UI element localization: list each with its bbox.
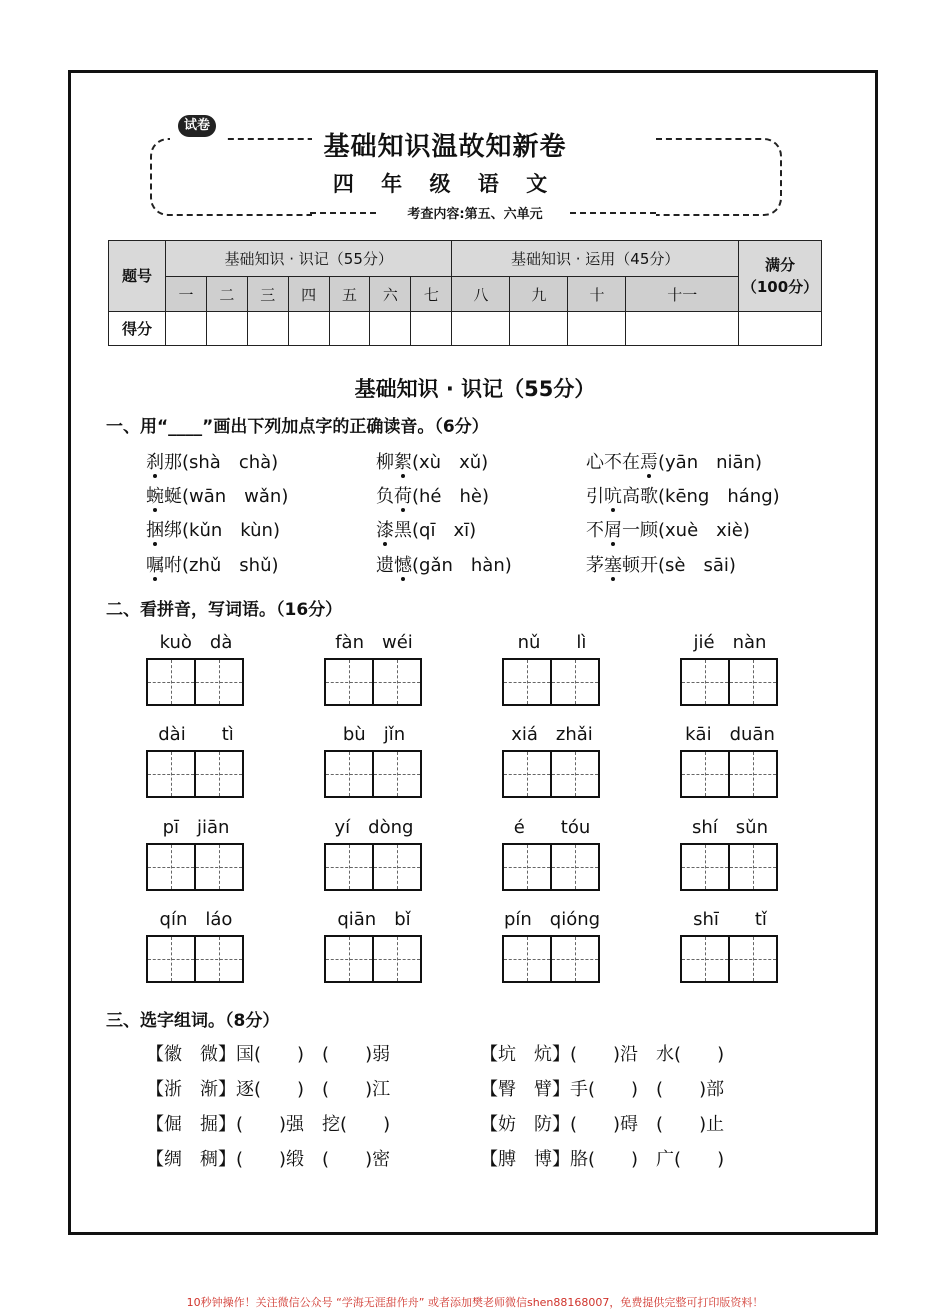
score-cell[interactable] [166,311,207,345]
q2-grid-cell[interactable] [148,937,194,981]
q3-item: 【坑 炕】( )沿 水( ) [480,1044,725,1065]
q2-grid-cell[interactable] [682,845,728,889]
q2-pinyin: shí sǔn [692,817,768,838]
col-3: 三 [247,277,288,311]
score-cell[interactable] [510,311,568,345]
score-cell[interactable] [247,311,288,345]
q1-item-dotted-char: 憾 [394,555,412,576]
q1-item [376,516,476,542]
q1-item-dotted-char: 屑 [604,520,622,541]
q3-item: 【浙 渐】逐( ) ( )江 [146,1079,391,1100]
score-table [108,240,822,346]
header-group-application: 基础知识 · 运用（45分） [452,241,739,277]
q1-item-prefix: 引 [586,486,604,507]
q2-grid-cell[interactable] [148,660,194,704]
q1-item [586,448,762,474]
q2-grid-cell[interactable] [148,752,194,796]
q1-item [376,482,489,508]
q2-pinyin: pī jiān [162,817,230,838]
q2-grid-cell[interactable] [148,845,194,889]
q2-writing-grid[interactable] [146,935,244,983]
q2-writing-grid[interactable] [680,843,778,891]
q2-heading: 二、看拼音，写词语。（16分） [106,600,343,620]
q3-item: 【倔 掘】( )强 挖( ) [146,1114,391,1135]
q2-grid-cell[interactable] [194,752,242,796]
page-title: 基础知识温故知新卷 [323,132,567,162]
q1-item-prefix: 负 [376,486,394,507]
q1-heading: 一、用“____”画出下列加点字的正确读音。（6分） [106,417,489,437]
q2-grid-cell[interactable] [372,937,420,981]
col-2: 二 [206,277,247,311]
q1-item [146,551,279,577]
q1-item [586,482,780,508]
header-full-score [739,241,822,312]
q3-item: 【臀 臂】手( ) ( )部 [480,1079,725,1100]
q2-pinyin: xiá zhǎi [511,724,593,745]
q1-item-dotted-char: 嘱 [146,555,164,576]
q2-writing-grid[interactable] [680,935,778,983]
q1-item-rest: 那(shà chà) [164,452,279,473]
q1-item-dotted-char: 吭 [604,486,622,507]
col-4: 四 [288,277,329,311]
q2-writing-grid[interactable] [146,843,244,891]
q2-grid-cell[interactable] [728,660,776,704]
q2-grid-cell[interactable] [550,937,598,981]
q1-item-prefix: 茅 [586,555,604,576]
q1-item [146,482,288,508]
q2-writing-grid[interactable] [146,658,244,706]
q1-item-dotted-char: 漆 [376,520,394,541]
q2-grid-cell[interactable] [326,660,372,704]
col-11: 十一 [626,277,739,311]
q1-item-rest: 绑(kǔn kùn) [164,520,280,541]
q1-item-dotted-char: 捆 [146,520,164,541]
q1-item-prefix: 遗 [376,555,394,576]
q2-pinyin: nǔ lì [517,632,587,653]
col-8: 八 [452,277,510,311]
q1-item [586,516,750,542]
q1-item-prefix: 不 [586,520,604,541]
q2-grid-cell[interactable] [372,660,420,704]
q2-writing-grid[interactable] [146,750,244,798]
q2-writing-grid[interactable] [324,935,422,983]
col-1: 一 [166,277,207,311]
q2-pinyin: qín láo [159,909,233,930]
q2-writing-grid[interactable] [324,750,422,798]
q2-grid-cell[interactable] [326,752,372,796]
q2-grid-cell[interactable] [504,752,550,796]
score-cell[interactable] [206,311,247,345]
col-7: 七 [411,277,452,311]
q1-item-dotted-char: 刹 [146,452,164,473]
score-cell[interactable] [370,311,411,345]
q2-pinyin: kuò dà [159,632,233,653]
q2-writing-grid[interactable] [680,658,778,706]
q2-grid-cell[interactable] [504,937,550,981]
footer-note: 10秒钟操作！关注微信公众号 “学海无涯甜作舟” 或者添加樊老师微信shen88168007，免费提供完整可打印版资料！ [186,1296,764,1309]
q3-item: 【绸 稠】( )缎 ( )密 [146,1149,391,1170]
q2-pinyin: pín qióng [503,909,601,930]
q2-pinyin: yí dòng [334,817,414,838]
q2-pinyin: dài tì [158,724,234,745]
section-main-heading: 基础知识 · 识记（55分） [354,377,596,401]
q1-item [376,551,512,577]
score-cell[interactable] [568,311,626,345]
q2-grid-cell[interactable] [372,845,420,889]
q2-grid-cell[interactable] [682,937,728,981]
q2-grid-cell[interactable] [194,845,242,889]
q1-item-dotted-char: 塞 [604,555,622,576]
q2-pinyin: qiān bǐ [337,909,411,930]
q1-item-dotted-char: 荷 [394,486,412,507]
col-5: 五 [329,277,370,311]
q3-item: 【妨 防】( )碍 ( )止 [480,1114,725,1135]
score-cell[interactable] [626,311,739,345]
q1-item-rest: 顿开(sè sāi) [622,555,736,576]
page-subtitle: 四 年 级 语 文 [332,172,558,196]
q1-item-rest: (gǎn hàn) [412,555,512,576]
q2-writing-grid[interactable] [680,750,778,798]
q2-grid-cell[interactable] [504,660,550,704]
q1-item-dotted-char: 絮 [394,452,412,473]
score-cell[interactable] [452,311,510,345]
q2-writing-grid[interactable] [502,935,600,983]
q1-item [146,516,280,542]
q2-writing-grid[interactable] [502,750,600,798]
q2-grid-cell[interactable] [550,752,598,796]
score-cell[interactable] [288,311,329,345]
q3-heading: 三、选字组词。（8分） [106,1011,280,1031]
row-score-label: 得分 [109,311,166,345]
q3-item: 【膊 博】胳( ) 广( ) [480,1149,725,1170]
q1-item [376,448,488,474]
q1-item-rest: (hé hè) [412,486,490,507]
exam-scope: 考查内容:第五、六单元 [380,203,570,222]
q2-pinyin: é tóu [513,817,591,838]
col-9: 九 [510,277,568,311]
q2-grid-cell[interactable] [682,660,728,704]
q2-grid-cell[interactable] [372,752,420,796]
q2-grid-cell[interactable] [728,845,776,889]
q1-item-rest: 一顾(xuè xiè) [622,520,750,541]
col-10: 十 [568,277,626,311]
q2-pinyin: shī tǐ [693,909,767,930]
q2-pinyin: kāi duān [685,724,775,745]
col-6: 六 [370,277,411,311]
header-dashed-right [656,138,782,216]
q2-grid-cell[interactable] [326,845,372,889]
q2-pinyin: jié nàn [693,632,767,653]
q1-item-rest: 蜒(wān wǎn) [164,486,289,507]
full-score-label: 满分 [764,255,795,274]
q1-item-prefix: 柳 [376,452,394,473]
q2-writing-grid[interactable] [324,843,422,891]
q2-grid-cell[interactable] [550,660,598,704]
q2-pinyin: bù jǐn [342,724,406,745]
q2-grid-cell[interactable] [550,845,598,889]
q2-grid-cell[interactable] [728,752,776,796]
q2-writing-grid[interactable] [502,658,600,706]
q1-item-dotted-char: 焉 [640,452,658,473]
q2-grid-cell[interactable] [504,845,550,889]
q2-grid-cell[interactable] [326,937,372,981]
q2-grid-cell[interactable] [194,937,242,981]
q1-item [146,448,278,474]
q1-item-rest: 黑(qī xī) [394,520,477,541]
header-question-number: 题号 [109,241,166,312]
q2-grid-cell[interactable] [194,660,242,704]
q1-item-rest: 高歌(kēng háng) [622,486,780,507]
q1-item-prefix: 心不在 [586,452,640,473]
q3-item: 【徽 微】国( ) ( )弱 [146,1044,391,1065]
q2-grid-cell[interactable] [682,752,728,796]
q2-grid-cell[interactable] [728,937,776,981]
q1-item-rest: (xù xǔ) [412,452,489,473]
q1-item [586,551,736,577]
q2-writing-grid[interactable] [324,658,422,706]
q1-item-rest: 咐(zhǔ shǔ) [164,555,279,576]
q1-item-rest: (yān niān) [658,452,762,473]
full-score-value: （100分） [741,277,819,296]
score-cell[interactable] [329,311,370,345]
q1-item-dotted-char: 蜿 [146,486,164,507]
score-cell-total[interactable] [739,311,822,345]
q2-writing-grid[interactable] [502,843,600,891]
exam-badge: 试卷 [178,115,216,137]
q2-pinyin: fàn wéi [335,632,413,653]
score-cell[interactable] [411,311,452,345]
header-group-memory: 基础知识 · 识记（55分） [166,241,452,277]
